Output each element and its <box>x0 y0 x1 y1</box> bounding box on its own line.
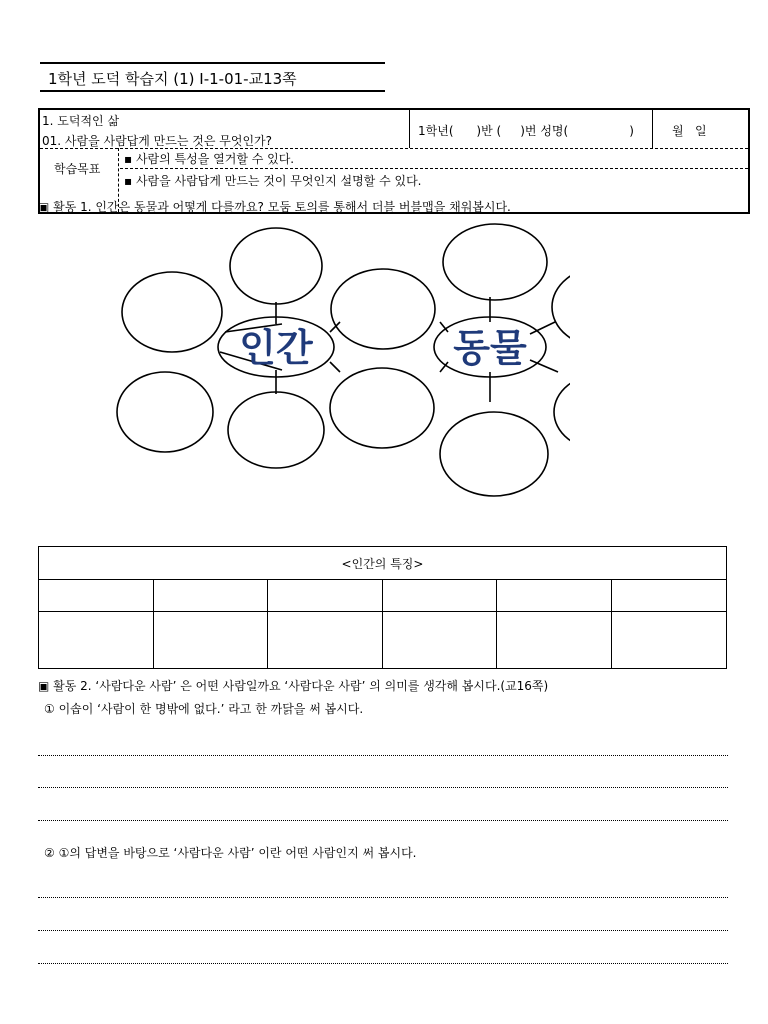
answer-line[interactable] <box>38 897 728 898</box>
feature-cell[interactable] <box>268 612 383 669</box>
date-label: 월 일 <box>672 124 707 138</box>
goal-2: ▪ 사람을 사람답게 만드는 것이 무엇인지 설명할 수 있다. <box>124 174 422 188</box>
bubble-human-1 <box>122 272 222 352</box>
answer-line[interactable] <box>38 787 728 788</box>
bubble-human-3 <box>230 228 322 304</box>
student-info: 1학년( )반 ( )번 성명( ) <box>418 124 634 138</box>
feature-cell[interactable] <box>382 580 497 612</box>
bubble-animal-3 <box>552 267 570 347</box>
activity1-instruction: ▣ 활동 1. 인간은 동물과 어떻게 다를까요? 모둠 토의를 통해서 더블 버블맵을 채워봅시다. <box>38 200 511 214</box>
answer-line[interactable] <box>38 820 728 821</box>
feature-cell[interactable] <box>497 580 612 612</box>
answer-line[interactable] <box>38 755 728 756</box>
feature-cell[interactable] <box>611 612 726 669</box>
bubble-animal-2 <box>440 412 548 496</box>
answer-line[interactable] <box>38 963 728 964</box>
bubble-animal-4 <box>554 374 570 450</box>
feature-cell[interactable] <box>153 580 268 612</box>
feature-cell[interactable] <box>382 612 497 669</box>
feature-cell[interactable] <box>611 580 726 612</box>
question-1: ① 이솝이 ‘사람이 한 명밖에 없다.’ 라고 한 까닭을 써 봅시다. <box>44 702 364 716</box>
feature-cell[interactable] <box>497 612 612 669</box>
unit-label: 1. 도덕적인 삶 <box>42 114 120 128</box>
human-features-table <box>38 546 727 669</box>
feature-cell[interactable] <box>153 612 268 669</box>
bubble-human-4 <box>228 392 324 468</box>
question-2: ② ①의 답변을 바탕으로 ‘사람다운 사람’ 이란 어떤 사람인지 써 봅시다. <box>44 846 417 860</box>
lesson-label: 01. 사람을 사람답게 만드는 것은 무엇인가? <box>42 134 272 148</box>
feature-cell[interactable] <box>39 580 154 612</box>
worksheet-title: 1학년 도덕 학습지 (1) Ⅰ-1-01-교13쪽 <box>40 62 385 92</box>
bubble-human-2 <box>117 372 213 452</box>
center-animal-label: 동물 <box>453 326 527 370</box>
center-human-label: 인간 <box>239 326 313 370</box>
table-title: <인간의 특징> <box>39 547 727 580</box>
feature-cell[interactable] <box>268 580 383 612</box>
bubble-shared-1 <box>331 269 435 349</box>
feature-cell[interactable] <box>39 612 154 669</box>
activity2-instruction: ▣ 활동 2. ‘사람다운 사람’ 은 어떤 사람일까요 ‘사람다운 사람’ 의 의미를 생각해 봅시다.(교16쪽) <box>38 679 549 693</box>
bubble-shared-2 <box>330 368 434 448</box>
goal-label: 학습목표 <box>54 162 101 176</box>
goal-1: ▪ 사람의 특성을 열거할 수 있다. <box>124 152 295 166</box>
answer-line[interactable] <box>38 930 728 931</box>
double-bubble-map <box>110 222 570 512</box>
bubble-animal-1 <box>443 224 547 300</box>
